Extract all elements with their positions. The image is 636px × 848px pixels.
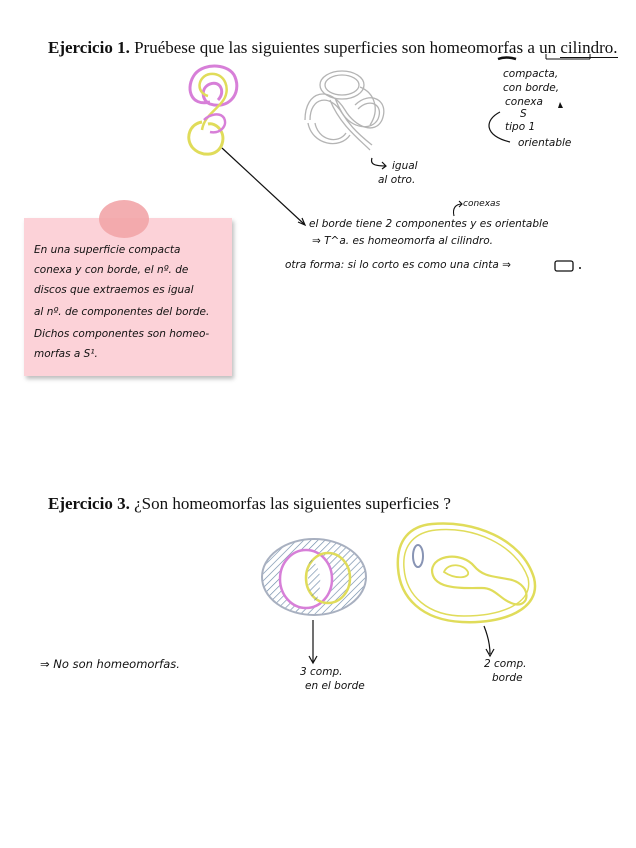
left-label-1: 3 comp. — [300, 666, 343, 678]
igual-label-1: igual — [392, 160, 418, 172]
cinta-rectangle-sketch — [552, 258, 586, 274]
conexas-label: conexas — [463, 199, 501, 209]
hatched-disc-figure — [258, 536, 370, 618]
annot-orientable: orientable — [518, 137, 572, 149]
ex1-text-last: cilindro. — [560, 38, 618, 57]
igual-label-2: al otro. — [378, 174, 416, 186]
left-figure-arrow — [305, 618, 321, 668]
borde-line-2: ⇒ T^a. es homeomorfa al cilindro. — [312, 235, 493, 247]
ex3-text: ¿Son homeomorfas las siguientes superficies ? — [134, 494, 451, 513]
note-line-4: al nº. de componentes del borde. — [34, 306, 210, 318]
ex3-number: Ejercicio 3. — [48, 494, 130, 513]
annot-conexa: conexa — [505, 96, 543, 108]
ex1-number: Ejercicio 1. — [48, 38, 130, 57]
annot-tipo1: tipo 1 — [505, 121, 536, 133]
note-line-2: conexa y con borde, el nº. de — [34, 264, 189, 276]
note-line-5: Dichos componentes son homeo- — [34, 328, 210, 340]
borde-line-1: el borde tiene 2 componentes y es orientable — [309, 218, 549, 230]
otra-forma-line: otra forma: si lo corto es como una cinta ⇒ — [285, 259, 511, 271]
note-line-3: discos que extraemos es igual — [34, 284, 194, 296]
annot-con-borde: con borde, — [503, 82, 560, 94]
note-pin — [99, 200, 149, 238]
ex3-heading — [48, 494, 451, 514]
left-label-2: en el borde — [305, 680, 365, 692]
right-figure-arrow — [478, 624, 498, 660]
no-son-homeomorfas: ⇒ No son homeomorfas. — [40, 657, 180, 671]
note-line-1: En una superficie compacta — [34, 244, 181, 256]
note-line-6: morfas a S¹. — [34, 348, 98, 360]
right-label-2: borde — [492, 672, 523, 684]
annot-s: S — [520, 108, 527, 120]
ex1-text: Pruébese que las siguientes superficies son homeomorfas a un — [134, 38, 557, 57]
annot-compacta: compacta, — [503, 68, 559, 80]
yellow-surface-figure — [392, 518, 542, 626]
sticky-note — [24, 218, 232, 376]
right-label-1: 2 comp. — [484, 658, 527, 670]
